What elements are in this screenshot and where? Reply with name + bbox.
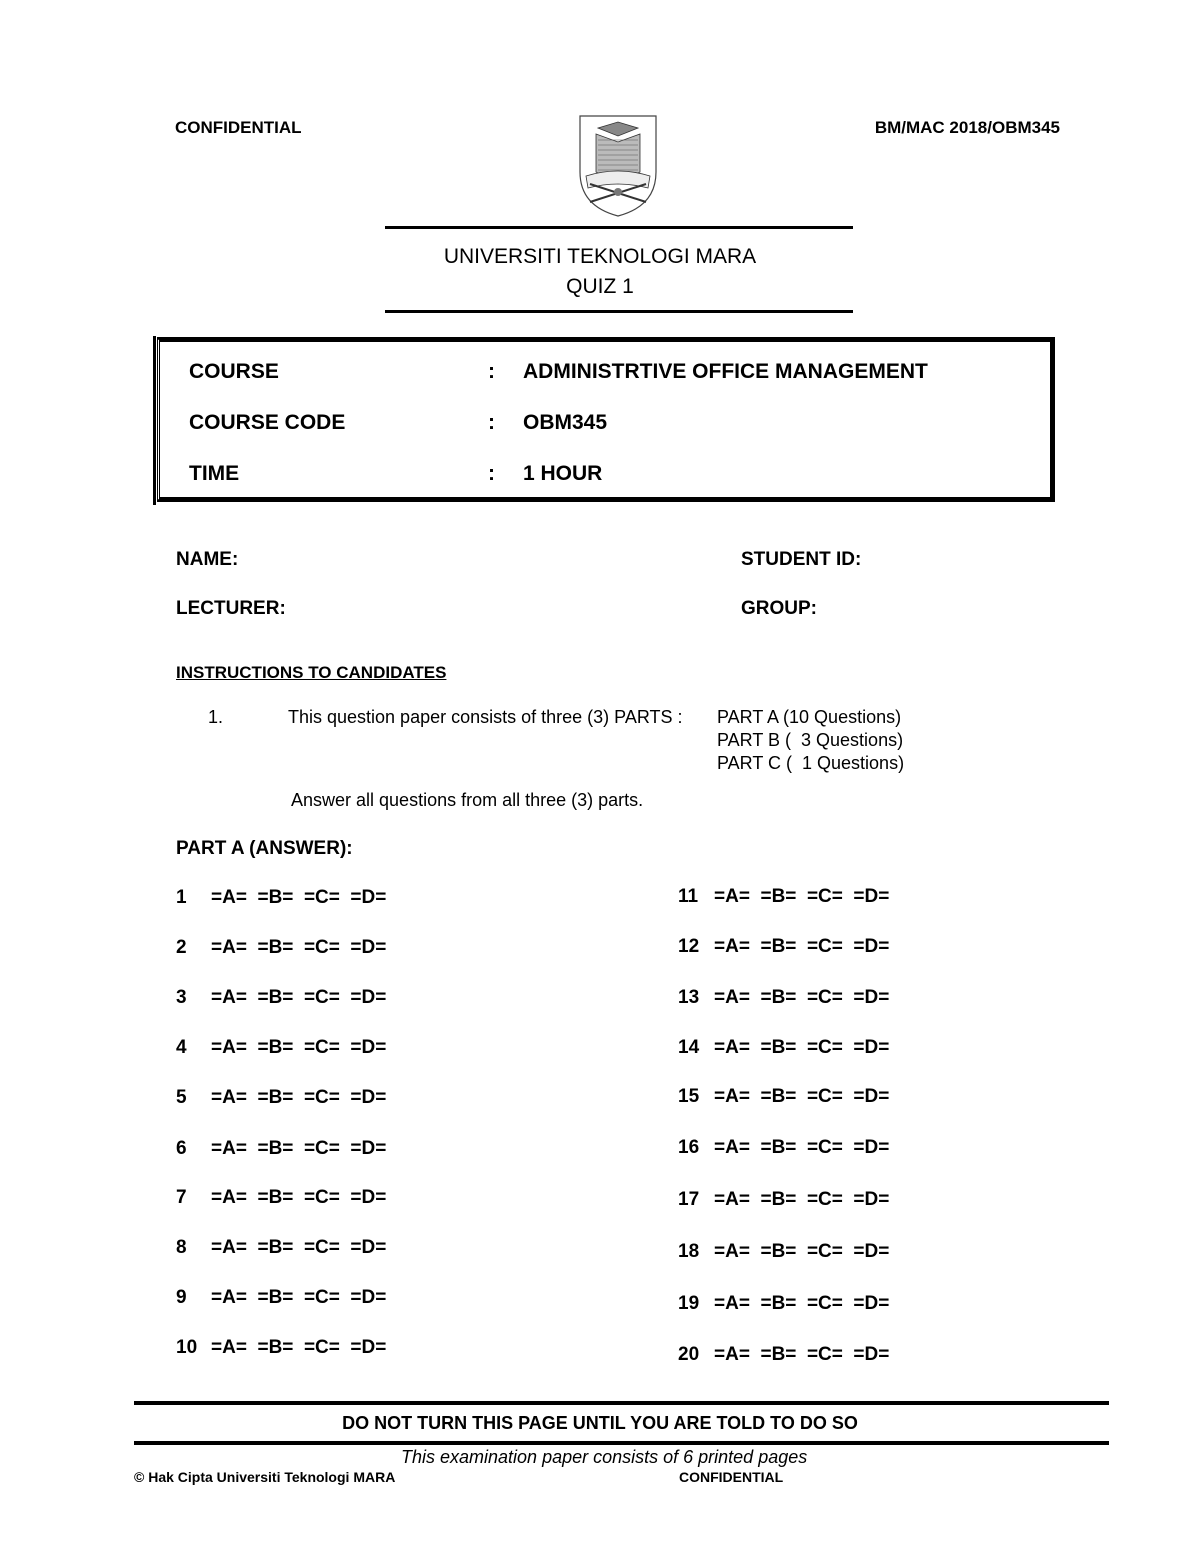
- answer-options[interactable]: =A= =B= =C= =D=: [714, 987, 890, 1008]
- question-number: 2: [176, 937, 187, 958]
- answer-options[interactable]: =A= =B= =C= =D=: [714, 1137, 890, 1158]
- instructions-heading: INSTRUCTIONS TO CANDIDATES: [176, 663, 447, 682]
- question-number: 18: [678, 1241, 700, 1262]
- question-number: 15: [678, 1086, 700, 1107]
- course-code-colon: :: [488, 411, 495, 434]
- lecturer-field-label: LECTURER:: [176, 598, 286, 619]
- answer-options[interactable]: =A= =B= =C= =D=: [714, 1241, 890, 1262]
- instruction-text: This question paper consists of three (3) PARTS :: [288, 707, 683, 727]
- student-id-field-label: STUDENT ID:: [741, 549, 862, 570]
- answer-options[interactable]: =A= =B= =C= =D=: [211, 1237, 387, 1258]
- question-number: 5: [176, 1087, 187, 1108]
- answer-options[interactable]: =A= =B= =C= =D=: [211, 937, 387, 958]
- time-colon: :: [488, 462, 495, 485]
- instruction-number: 1.: [208, 707, 224, 727]
- time-value: 1 HOUR: [523, 462, 603, 485]
- header-confidential: CONFIDENTIAL: [175, 118, 302, 137]
- question-number: 19: [678, 1293, 700, 1314]
- answer-options[interactable]: =A= =B= =C= =D=: [211, 1187, 387, 1208]
- header-reference: BM/MAC 2018/OBM345: [874, 118, 1060, 137]
- question-number: 10: [176, 1337, 198, 1358]
- answer-options[interactable]: =A= =B= =C= =D=: [714, 1189, 890, 1210]
- do-not-turn-warning: DO NOT TURN THIS PAGE UNTIL YOU ARE TOLD TO DO SO: [342, 1413, 858, 1433]
- answer-options[interactable]: =A= =B= =C= =D=: [714, 936, 890, 957]
- course-colon: :: [488, 360, 495, 383]
- question-number: 16: [678, 1137, 700, 1158]
- answer-options[interactable]: =A= =B= =C= =D=: [211, 887, 387, 908]
- answer-options[interactable]: =A= =B= =C= =D=: [714, 1293, 890, 1314]
- copyright-notice: © Hak Cipta Universiti Teknologi MARA: [134, 1469, 396, 1485]
- group-field-label: GROUP:: [741, 598, 817, 619]
- question-number: 9: [176, 1287, 187, 1308]
- question-number: 11: [678, 886, 699, 907]
- question-number: 13: [678, 987, 700, 1008]
- question-number: 12: [678, 936, 700, 957]
- question-number: 1: [176, 887, 187, 908]
- part-c-count: PART C ( 1 Questions): [717, 753, 905, 773]
- question-number: 20: [678, 1344, 700, 1365]
- question-number: 14: [678, 1037, 700, 1058]
- question-number: 17: [678, 1189, 700, 1210]
- course-value: ADMINISTRTIVE OFFICE MANAGEMENT: [523, 360, 928, 383]
- name-field-label: NAME:: [176, 549, 239, 570]
- answer-options[interactable]: =A= =B= =C= =D=: [211, 1087, 387, 1108]
- course-label: COURSE: [189, 360, 279, 383]
- answer-options[interactable]: =A= =B= =C= =D=: [211, 1037, 387, 1058]
- question-number: 8: [176, 1237, 187, 1258]
- answer-options[interactable]: =A= =B= =C= =D=: [714, 1344, 890, 1365]
- question-number: 4: [176, 1037, 187, 1058]
- instruction-note: Answer all questions from all three (3) parts.: [291, 790, 644, 810]
- university-logo: [576, 114, 660, 218]
- page-count-note: This examination paper consists of 6 printed pages: [401, 1447, 808, 1467]
- answer-options[interactable]: =A= =B= =C= =D=: [714, 1086, 890, 1107]
- footer-confidential: CONFIDENTIAL: [679, 1469, 784, 1485]
- part-a-count: PART A (10 Questions): [717, 707, 902, 727]
- answer-options[interactable]: =A= =B= =C= =D=: [211, 1287, 387, 1308]
- part-a-heading: PART A (ANSWER):: [176, 838, 353, 859]
- question-number: 3: [176, 987, 187, 1008]
- part-b-count: PART B ( 3 Questions): [717, 730, 904, 750]
- exam-title: QUIZ 1: [566, 275, 634, 298]
- time-label: TIME: [189, 462, 240, 485]
- answer-options[interactable]: =A= =B= =C= =D=: [211, 1337, 387, 1358]
- question-number: 6: [176, 1138, 187, 1159]
- university-name: UNIVERSITI TEKNOLOGI MARA: [443, 245, 757, 268]
- course-code-value: OBM345: [523, 411, 608, 434]
- answer-options[interactable]: =A= =B= =C= =D=: [211, 1138, 387, 1159]
- answer-options[interactable]: =A= =B= =C= =D=: [714, 1037, 890, 1058]
- answer-options[interactable]: =A= =B= =C= =D=: [714, 886, 890, 907]
- answer-options[interactable]: =A= =B= =C= =D=: [211, 987, 387, 1008]
- question-number: 7: [176, 1187, 187, 1208]
- course-code-label: COURSE CODE: [189, 411, 346, 434]
